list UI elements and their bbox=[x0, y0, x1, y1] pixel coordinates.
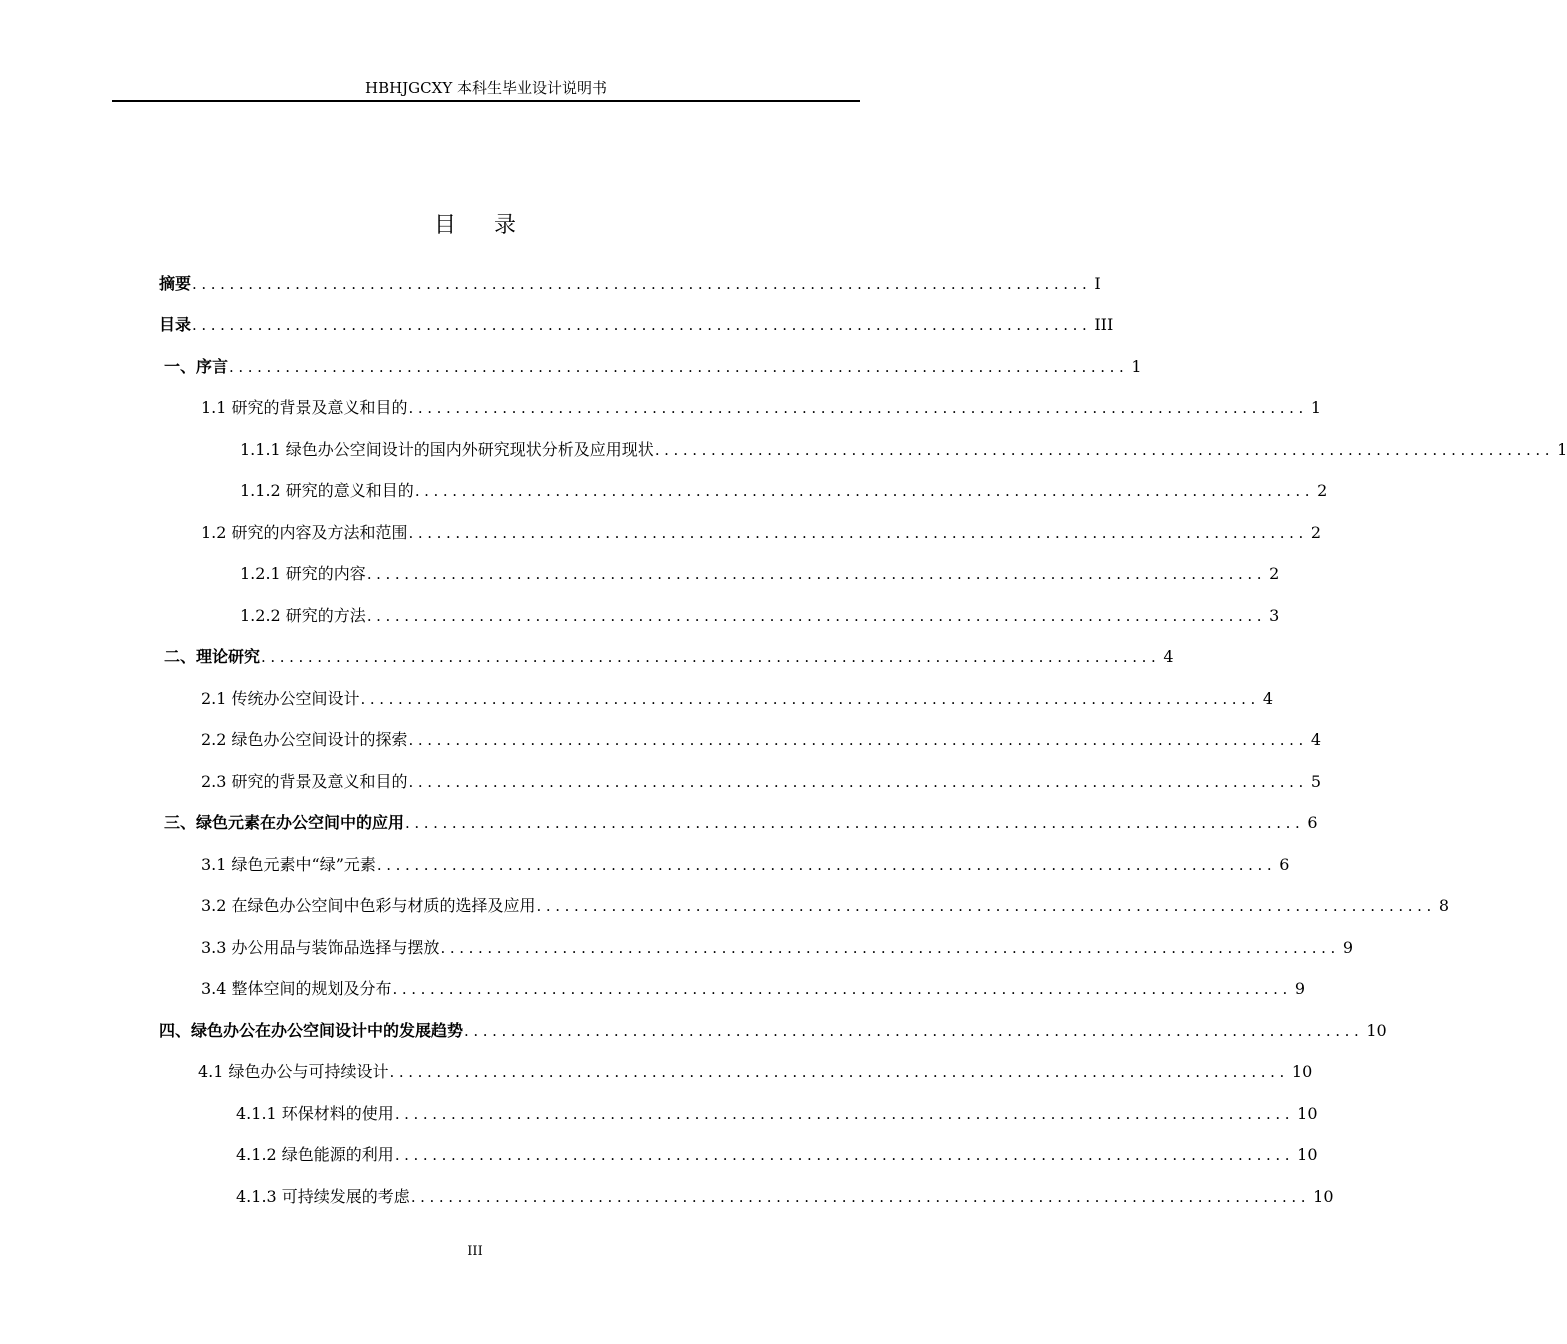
toc-leader-dots: ................................................................................................ bbox=[654, 441, 1555, 459]
toc-entry-label: 目录 bbox=[159, 315, 192, 334]
toc-leader-dots: ................................................................................................ bbox=[192, 316, 1092, 334]
toc-entry[interactable] bbox=[201, 976, 1306, 1002]
toc-entry[interactable] bbox=[201, 520, 1322, 546]
toc-entry[interactable] bbox=[240, 478, 1328, 504]
toc-entry[interactable] bbox=[201, 769, 1322, 795]
toc-leader-dots: ................................................................................................ bbox=[366, 565, 1267, 583]
toc-entry[interactable] bbox=[159, 271, 1101, 297]
toc-entry[interactable] bbox=[164, 354, 1142, 380]
toc-entry[interactable] bbox=[201, 935, 1354, 961]
toc-entry[interactable] bbox=[201, 395, 1322, 421]
toc-entry-label: 1.1.2 研究的意义和目的 bbox=[240, 481, 414, 500]
toc-entry-label: 4.1.2 绿色能源的利用 bbox=[236, 1145, 394, 1164]
toc-entry-page: 9 bbox=[1342, 938, 1354, 957]
toc-entry-page: 2 bbox=[1317, 481, 1328, 500]
toc-entry-page: 2 bbox=[1269, 564, 1280, 583]
toc-entry-page: 4 bbox=[1163, 647, 1174, 666]
toc-entry-page: 4 bbox=[1262, 689, 1274, 708]
toc-leader-dots: ................................................................................................ bbox=[394, 1105, 1295, 1123]
toc-entry-page: 3 bbox=[1269, 606, 1280, 625]
toc-leader-dots: ................................................................................................ bbox=[366, 607, 1267, 625]
toc-leader-dots: ................................................................................................ bbox=[414, 482, 1315, 500]
toc-entry-page: 8 bbox=[1438, 896, 1450, 915]
toc-leader-dots: ................................................................................................ bbox=[229, 358, 1129, 376]
toc-entry-label: 二、理论研究 bbox=[164, 647, 261, 666]
toc-entry-label: 摘要 bbox=[159, 274, 192, 293]
page-number: III bbox=[467, 1244, 483, 1259]
toc-leader-dots: ................................................................................................ bbox=[408, 773, 1308, 791]
toc-entry-page: 10 bbox=[1297, 1104, 1318, 1123]
toc-entry-page: 4 bbox=[1310, 730, 1322, 749]
toc-entry-label: 一、序言 bbox=[164, 357, 229, 376]
toc-entry-page: 10 bbox=[1313, 1187, 1334, 1206]
toc-entry-label: 3.1 绿色元素中“绿”元素 bbox=[201, 855, 376, 874]
toc-entry-label: 3.3 办公用品与装饰品选择与摆放 bbox=[201, 938, 440, 957]
toc-entry-label: 4.1 绿色办公与可持续设计 bbox=[198, 1062, 389, 1081]
toc-entry[interactable] bbox=[201, 893, 1450, 919]
toc-entry-label: 1.2.2 研究的方法 bbox=[240, 606, 366, 625]
toc-entry-page: 10 bbox=[1366, 1021, 1387, 1040]
toc-entry-page: 1 bbox=[1131, 357, 1142, 376]
toc-leader-dots: ................................................................................................ bbox=[360, 690, 1260, 708]
toc-entry-page: I bbox=[1094, 274, 1101, 293]
toc-entry[interactable] bbox=[236, 1184, 1334, 1210]
toc-entry-label: 3.2 在绿色办公空间中色彩与材质的选择及应用 bbox=[201, 896, 536, 915]
toc-entry[interactable] bbox=[201, 727, 1322, 753]
toc-entry-label: 1.1.1 绿色办公空间设计的国内外研究现状分析及应用现状 bbox=[240, 440, 654, 459]
toc-entry-page: 10 bbox=[1297, 1145, 1318, 1164]
toc-entry[interactable] bbox=[240, 561, 1280, 587]
toc-leader-dots: ................................................................................................ bbox=[376, 856, 1277, 874]
toc-entry[interactable] bbox=[236, 1101, 1318, 1127]
toc-title: 目录 bbox=[433, 213, 554, 238]
toc-leader-dots: ................................................................................................ bbox=[408, 731, 1308, 749]
toc-leader-dots: ................................................................................................ bbox=[410, 1188, 1311, 1206]
toc-entry[interactable] bbox=[240, 603, 1280, 629]
toc-entry[interactable] bbox=[159, 312, 1114, 338]
toc-entry-page: 1 bbox=[1310, 398, 1322, 417]
toc-entry-label: 1.2.1 研究的内容 bbox=[240, 564, 366, 583]
toc-leader-dots: ................................................................................................ bbox=[392, 980, 1292, 998]
toc-entry-label: 3.4 整体空间的规划及分布 bbox=[201, 979, 392, 998]
toc-entry-label: 4.1.3 可持续发展的考虑 bbox=[236, 1187, 410, 1206]
toc-entry-page: 6 bbox=[1307, 813, 1318, 832]
toc-entry[interactable] bbox=[201, 686, 1274, 712]
toc-leader-dots: ................................................................................................ bbox=[440, 939, 1340, 957]
toc-leader-dots: ................................................................................................ bbox=[192, 275, 1092, 293]
toc-entry-page: 10 bbox=[1291, 1062, 1313, 1081]
toc-entry[interactable] bbox=[164, 644, 1174, 670]
toc-entry-label: 2.2 绿色办公空间设计的探索 bbox=[201, 730, 408, 749]
toc-leader-dots: ................................................................................................ bbox=[536, 897, 1436, 915]
toc-entry-label: 4.1.1 环保材料的使用 bbox=[236, 1104, 394, 1123]
toc-entry-page: 6 bbox=[1279, 855, 1290, 874]
toc-entry[interactable] bbox=[201, 852, 1290, 878]
toc-entry[interactable] bbox=[240, 437, 1567, 463]
toc-leader-dots: ................................................................................................ bbox=[405, 814, 1305, 832]
toc-entry[interactable] bbox=[164, 810, 1318, 836]
toc-entry-label: 1.2 研究的内容及方法和范围 bbox=[201, 523, 408, 542]
toc-entry-page: 1 bbox=[1557, 440, 1567, 459]
toc-leader-dots: ................................................................................................ bbox=[394, 1146, 1295, 1164]
toc-entry-label: 三、绿色元素在办公空间中的应用 bbox=[164, 813, 405, 832]
toc-entry-label: 2.3 研究的背景及意义和目的 bbox=[201, 772, 408, 791]
toc-entry-label: 2.1 传统办公空间设计 bbox=[201, 689, 360, 708]
toc-entry[interactable] bbox=[159, 1018, 1387, 1044]
toc-entry-page: 2 bbox=[1310, 523, 1322, 542]
toc-leader-dots: ................................................................................................ bbox=[389, 1063, 1289, 1081]
page-header: HBHJGCXY 本科生毕业设计说明书 bbox=[364, 79, 607, 97]
toc-entry-page: III bbox=[1094, 315, 1114, 334]
toc-entry-page: 9 bbox=[1294, 979, 1306, 998]
toc-entry-page: 5 bbox=[1310, 772, 1322, 791]
toc-entry-label: 1.1 研究的背景及意义和目的 bbox=[201, 398, 408, 417]
header-rule bbox=[112, 100, 860, 102]
toc-entry[interactable] bbox=[236, 1142, 1318, 1168]
toc-leader-dots: ................................................................................................ bbox=[261, 648, 1161, 666]
toc-leader-dots: ................................................................................................ bbox=[464, 1022, 1364, 1040]
toc-leader-dots: ................................................................................................ bbox=[408, 399, 1308, 417]
toc-entry-label: 四、绿色办公在办公空间设计中的发展趋势 bbox=[159, 1021, 464, 1040]
toc-leader-dots: ................................................................................................ bbox=[408, 524, 1308, 542]
toc-entry[interactable] bbox=[198, 1059, 1313, 1085]
